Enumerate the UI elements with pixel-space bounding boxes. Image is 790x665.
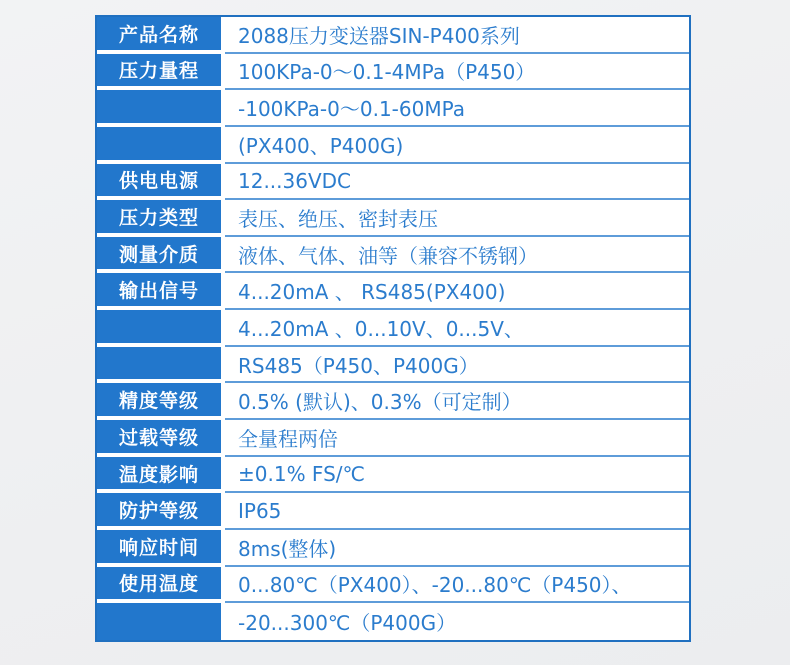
table-row [97,347,689,384]
row-value: ±0.1% FS/℃ [225,457,689,494]
row-label-empty [97,603,225,640]
row-value: 表压、绝压、密封表压 [225,200,689,237]
row-label-empty [97,127,225,164]
row-label: 压力量程 [97,54,225,91]
row-label: 产品名称 [97,17,225,54]
row-value: 4...20mA 、 RS485(PX400) [225,273,689,310]
row-value: IP65 [225,493,689,530]
table-row [97,17,689,54]
row-value: 2088压力变送器SIN-P400系列 [225,17,689,54]
table-row [97,493,689,530]
row-value: 0.5% (默认)、0.3%（可定制） [225,383,689,420]
table-row [97,200,689,237]
row-label: 温度影响 [97,457,225,494]
table-row [97,457,689,494]
row-value: 8ms(整体) [225,530,689,567]
row-label: 响应时间 [97,530,225,567]
table-row [97,603,689,640]
table-row [97,530,689,567]
row-label-empty [97,90,225,127]
row-value: 100KPa-0～0.1-4MPa（P450） [225,54,689,91]
row-value: 4...20mA 、0...10V、0...5V、 [225,310,689,347]
row-value: 12...36VDC [225,164,689,201]
table-row [97,420,689,457]
table-row [97,567,689,604]
table-row [97,90,689,127]
row-label: 精度等级 [97,383,225,420]
product-spec-table [95,15,691,642]
row-label: 防护等级 [97,493,225,530]
table-row [97,54,689,91]
table-row [97,383,689,420]
row-label: 压力类型 [97,200,225,237]
row-value: 液体、气体、油等（兼容不锈钢） [225,237,689,274]
row-value: 0...80℃（PX400）、-20...80℃（P450）、 [225,567,689,604]
table-row [97,273,689,310]
row-value: (PX400、P400G) [225,127,689,164]
row-label: 输出信号 [97,273,225,310]
row-label-empty [97,347,225,384]
table-row [97,310,689,347]
row-label: 使用温度 [97,567,225,604]
table-row [97,164,689,201]
row-label-empty [97,310,225,347]
table-row [97,237,689,274]
row-value: 全量程两倍 [225,420,689,457]
row-label: 过载等级 [97,420,225,457]
row-label: 测量介质 [97,237,225,274]
row-value: -100KPa-0～0.1-60MPa [225,90,689,127]
table-row [97,127,689,164]
row-value: RS485（P450、P400G） [225,347,689,384]
row-label: 供电电源 [97,164,225,201]
row-value: -20...300℃（P400G） [225,603,689,640]
